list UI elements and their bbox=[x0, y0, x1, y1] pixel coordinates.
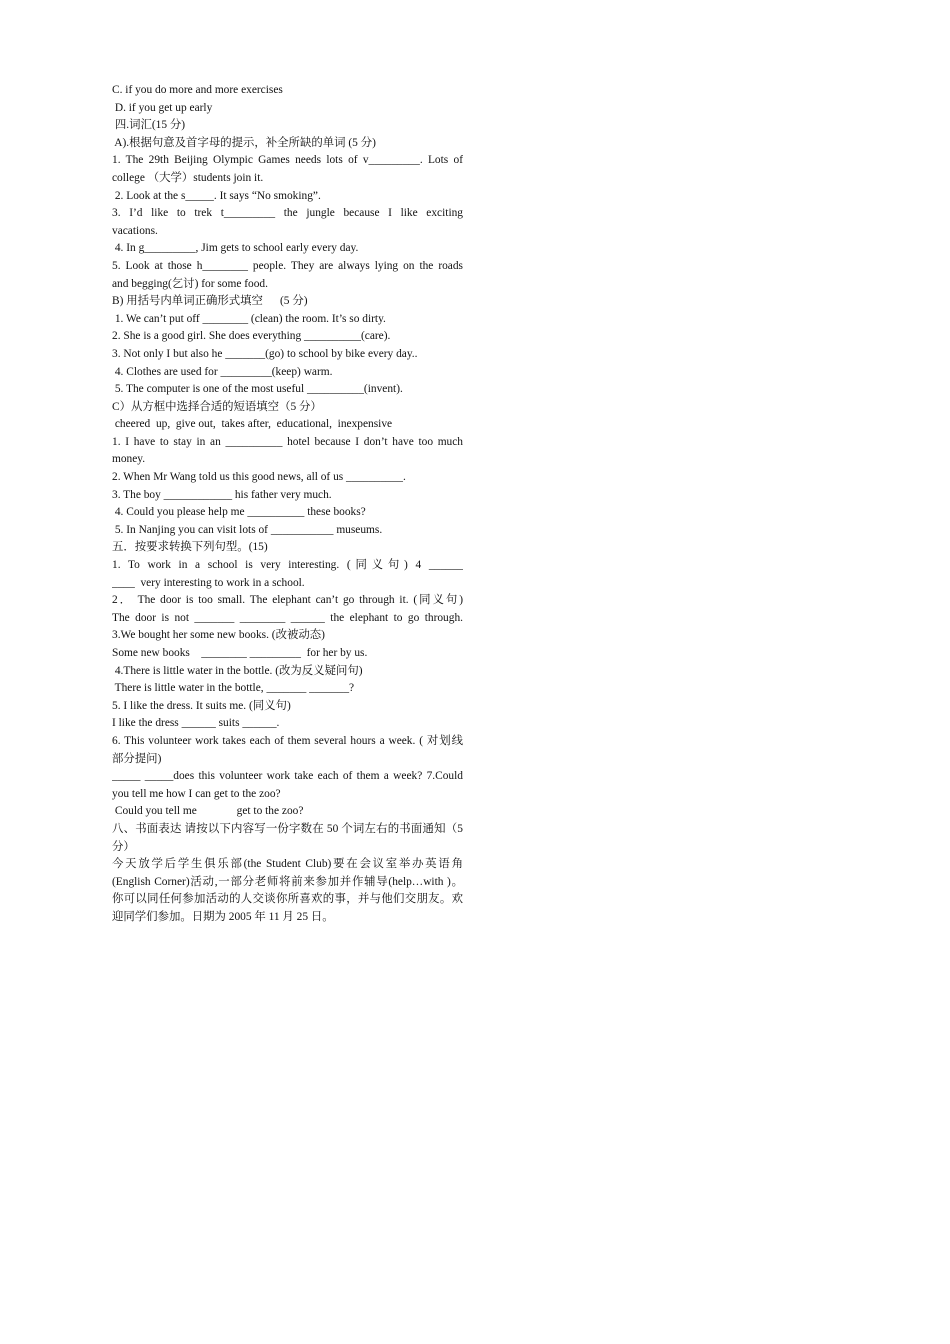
text-line: 4. Clothes are used for _________(keep) warm. bbox=[112, 365, 333, 378]
text-line: 迎同学们参加。日期为 2005 年 11 月 25 日。 bbox=[112, 910, 334, 923]
text-line: Some new books ________ _________ for her by us. bbox=[112, 647, 368, 659]
text-line: 4.There is little water in the bottle. (改为反义疑问句) bbox=[112, 664, 363, 677]
text-line: B) 用括号内单词正确形式填空 (5 分) bbox=[112, 295, 308, 308]
text-line: 3.We bought her some new books. (改被动态) bbox=[112, 629, 325, 642]
text-line: 分） bbox=[112, 840, 135, 853]
text-line: and begging(乞讨) for some food. bbox=[112, 277, 268, 290]
text-line: 2. She is a good girl. She does everything __________(care). bbox=[112, 330, 391, 343]
text-line: 1. The 29th Beijing Olympic Games needs lots of v_________. Lots of bbox=[112, 154, 463, 167]
text-line: The door is not _______ ________ ______ the elephant to go through. bbox=[112, 611, 463, 624]
text-line: vacations. bbox=[112, 224, 158, 237]
text-line: 部分提问) bbox=[112, 752, 162, 765]
text-line: 3. The boy ____________ his father very much. bbox=[112, 488, 332, 501]
text-line: 3. Not only I but also he _______(go) to school by bike every day.. bbox=[112, 347, 418, 360]
text-line: money. bbox=[112, 453, 146, 466]
text-line: 4. In g_________, Jim gets to school early every day. bbox=[112, 242, 359, 255]
text-line: 今天放学后学生俱乐部(the Student Club)要在会议室举办英语角 bbox=[112, 858, 463, 871]
text-line: D. if you get up early bbox=[112, 101, 213, 114]
text-line: 五．按要求转换下列句型。(15) bbox=[112, 541, 268, 554]
text-line: There is little water in the bottle, _______ _______? bbox=[112, 682, 355, 695]
text-line: 2. Look at the s_____. It says “No smoking”. bbox=[112, 189, 321, 202]
text-line: 2. When Mr Wang told us this good news, all of us __________. bbox=[112, 471, 406, 484]
text-line: cheered up, give out, takes after, educational, inexpensive bbox=[112, 418, 393, 431]
text-line: 你可以同任何参加活动的人交谈你所喜欢的事，并与他们交朋友。欢 bbox=[112, 893, 463, 906]
text-line: 2． The door is too small. The elephant can’t go through it. (同义句) bbox=[112, 594, 463, 607]
text-line: 5. In Nanjing you can visit lots of ___________ museums. bbox=[112, 523, 383, 536]
text-line: A).根据句意及首字母的提示，补全所缺的单词 (5 分) bbox=[112, 136, 376, 149]
text-line: 八、书面表达 请按以下内容写一份字数在 50 个词左右的书面通知（5 bbox=[112, 822, 463, 835]
text-line: 1. We can’t put off ________ (clean) the room. It’s so dirty. bbox=[112, 312, 386, 325]
text-line: Could you tell me get to the zoo? bbox=[112, 805, 304, 818]
text-line: 5. The computer is one of the most useful __________(invent). bbox=[112, 383, 403, 396]
text-line: (English Corner)活动,一部分老师将前来参加并作辅导(help…with )。 bbox=[112, 875, 463, 888]
text-line: 1. To work in a school is very interesting. (同义句) 4 ______ bbox=[112, 559, 463, 572]
text-line: 3. I’d like to trek t_________ the jungle because I like exciting bbox=[112, 207, 463, 220]
text-line: _____ _____does this volunteer work take each of them a week? 7.Could bbox=[112, 770, 463, 783]
worksheet-text bbox=[112, 82, 463, 927]
text-line: 1. I have to stay in an __________ hotel because I don’t have too much bbox=[112, 435, 463, 448]
text-line: I like the dress ______ suits ______. bbox=[112, 717, 280, 730]
text-line: 四.词汇(15 分) bbox=[112, 119, 186, 132]
text-line: 5. I like the dress. It suits me. (同义句) bbox=[112, 699, 291, 712]
text-line: you tell me how I can get to the zoo? bbox=[112, 787, 281, 800]
text-line: 6. This volunteer work takes each of them several hours a week. ( 对划线 bbox=[112, 734, 463, 747]
text-line: college （大学）students join it. bbox=[112, 171, 264, 184]
text-line: C. if you do more and more exercises bbox=[112, 84, 283, 96]
text-line: ____ very interesting to work in a school. bbox=[112, 576, 305, 589]
text-line: C）从方框中选择合适的短语填空（5 分） bbox=[112, 400, 322, 413]
text-line: 4. Could you please help me __________ these books? bbox=[112, 506, 366, 519]
text-line: 5. Look at those h________ people. They are always lying on the roads bbox=[112, 259, 463, 272]
